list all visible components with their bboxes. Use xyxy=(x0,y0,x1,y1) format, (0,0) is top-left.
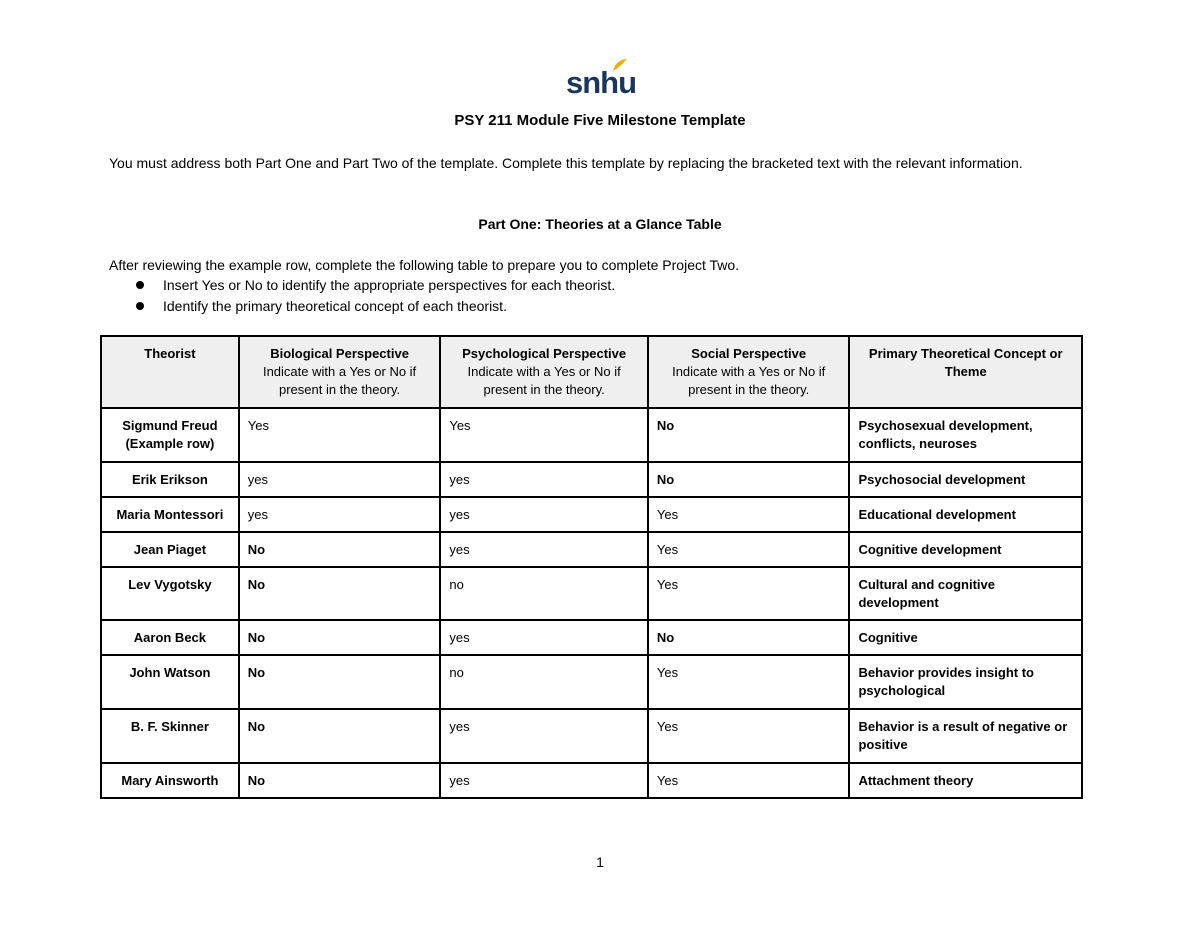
table-row xyxy=(101,763,1082,798)
concept-cell: Behavior provides insight to psychological xyxy=(849,655,1082,709)
concept-cell: Behavior is a result of negative or positive xyxy=(849,709,1082,763)
header-social-sub: Indicate with a Yes or No if present in the theory. xyxy=(672,364,826,397)
social-cell: No xyxy=(648,462,850,497)
theorist-cell: Erik Erikson xyxy=(101,462,239,497)
psychological-cell: no xyxy=(440,655,648,709)
psychological-cell: yes xyxy=(440,497,648,532)
bullet-text: Identify the primary theoretical concept of each theorist. xyxy=(163,298,507,314)
concept-cell: Attachment theory xyxy=(849,763,1082,798)
biological-cell: No xyxy=(239,763,441,798)
table-row xyxy=(101,567,1082,620)
biological-cell: Yes xyxy=(239,408,441,462)
intro-paragraph: You must address both Part One and Part Two of the template. Complete this template by replacing the bracketed text with the relevant information. xyxy=(109,155,1023,171)
snhu-logo xyxy=(566,58,637,102)
psychological-cell: yes xyxy=(440,709,648,763)
table-row xyxy=(101,620,1082,655)
header-biological: Biological Perspective Indicate with a Yes or No if present in the theory. xyxy=(239,336,441,408)
table-row xyxy=(101,408,1082,462)
social-cell: No xyxy=(648,620,850,655)
biological-cell: No xyxy=(239,620,441,655)
review-instructions: After reviewing the example row, complete the following table to prepare you to complete Project Two. xyxy=(109,257,740,273)
biological-cell: yes xyxy=(239,462,441,497)
psychological-cell: Yes xyxy=(440,408,648,462)
header-psychological-sub: Indicate with a Yes or No if present in the theory. xyxy=(467,364,621,397)
social-cell: No xyxy=(648,408,850,462)
social-cell: Yes xyxy=(648,497,850,532)
header-biological-sub: Indicate with a Yes or No if present in the theory. xyxy=(262,364,417,397)
theorist-cell: B. F. Skinner xyxy=(101,709,239,763)
table-header-row xyxy=(101,336,1082,408)
concept-cell: Cognitive xyxy=(849,620,1082,655)
list-item xyxy=(109,296,615,317)
theorist-cell: John Watson xyxy=(101,655,239,709)
theorist-cell: Maria Montessori xyxy=(101,497,239,532)
concept-cell: Cognitive development xyxy=(849,532,1082,567)
concept-cell: Cultural and cognitive development xyxy=(849,567,1082,620)
table-row xyxy=(101,709,1082,763)
social-cell: Yes xyxy=(648,532,850,567)
list-item xyxy=(109,275,615,296)
header-social: Social Perspective Indicate with a Yes or No if present in the theory. xyxy=(648,336,850,408)
psychological-cell: yes xyxy=(440,462,648,497)
psychological-cell: yes xyxy=(440,532,648,567)
psychological-cell: no xyxy=(440,567,648,620)
social-cell: Yes xyxy=(648,567,850,620)
theorist-cell: Mary Ainsworth xyxy=(101,763,239,798)
part-one-heading: Part One: Theories at a Glance Table xyxy=(478,216,722,232)
biological-cell: No xyxy=(239,709,441,763)
header-theorist: Theorist xyxy=(101,336,239,408)
biological-cell: No xyxy=(239,655,441,709)
table-row xyxy=(101,497,1082,532)
theorist-cell: Sigmund Freud (Example row) xyxy=(101,408,239,462)
logo-text: snhu xyxy=(566,65,637,100)
page-title: PSY 211 Module Five Milestone Template xyxy=(454,112,746,129)
biological-cell: No xyxy=(239,567,441,620)
table-row xyxy=(101,462,1082,497)
table-row xyxy=(101,532,1082,567)
theories-table xyxy=(100,335,1083,799)
psychological-cell: yes xyxy=(440,763,648,798)
page-number: 1 xyxy=(596,854,604,870)
header-concept: Primary Theoretical Concept or Theme xyxy=(849,336,1082,408)
theorist-cell: Lev Vygotsky xyxy=(101,567,239,620)
biological-cell: yes xyxy=(239,497,441,532)
bullet-icon xyxy=(136,281,144,289)
social-cell: Yes xyxy=(648,763,850,798)
table-row xyxy=(101,655,1082,709)
instruction-list xyxy=(109,275,615,317)
bullet-text: Insert Yes or No to identify the appropriate perspectives for each theorist. xyxy=(163,277,616,293)
header-psychological: Psychological Perspective Indicate with a Yes or No if present in the theory. xyxy=(440,336,648,408)
social-cell: Yes xyxy=(648,709,850,763)
concept-cell: Psychosocial development xyxy=(849,462,1082,497)
theorist-cell: Jean Piaget xyxy=(101,532,239,567)
psychological-cell: yes xyxy=(440,620,648,655)
biological-cell: No xyxy=(239,532,441,567)
social-cell: Yes xyxy=(648,655,850,709)
concept-cell: Educational development xyxy=(849,497,1082,532)
theorist-cell: Aaron Beck xyxy=(101,620,239,655)
concept-cell: Psychosexual development, conflicts, neuroses xyxy=(849,408,1082,462)
bullet-icon xyxy=(136,302,144,310)
